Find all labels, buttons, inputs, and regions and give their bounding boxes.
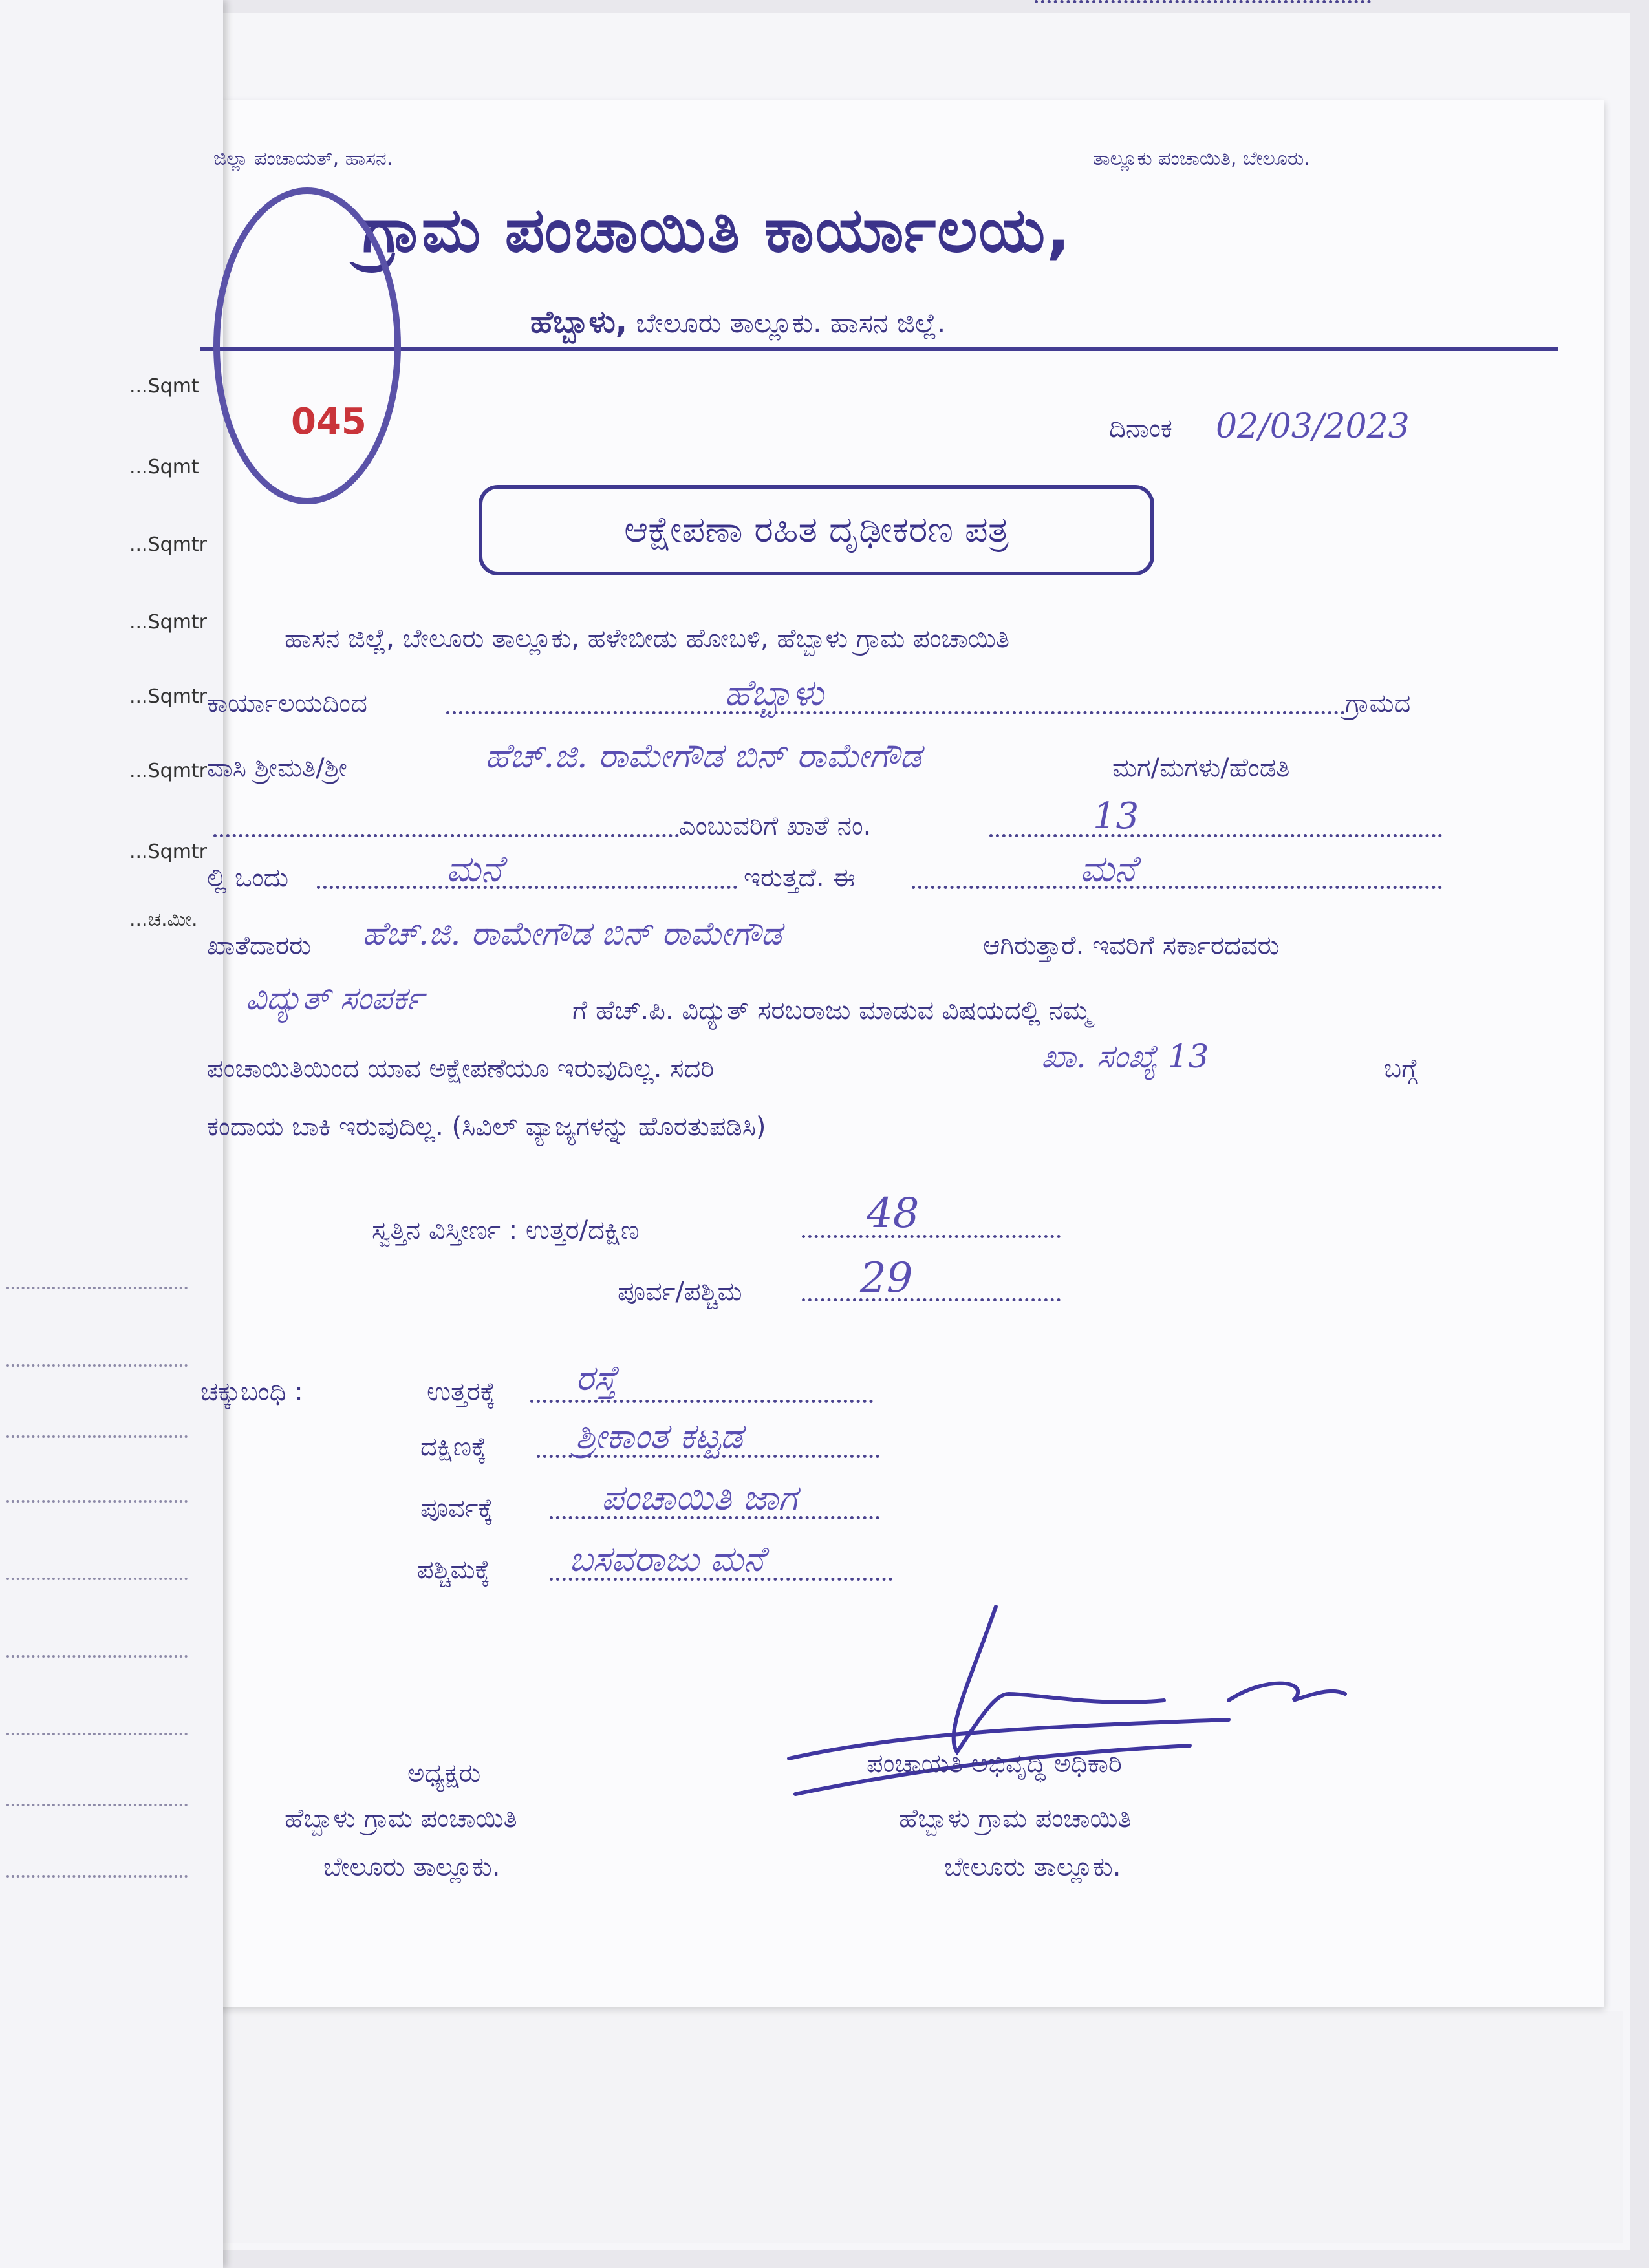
left-label: ...ಚ.ಮೀ.	[129, 908, 198, 931]
signature-mark	[776, 1603, 1371, 1823]
dimension-ew-label: ಪೂರ್ವ/ಪಶ್ಚಿಮ	[618, 1277, 742, 1307]
body-line-3-suffix: ಮಗ/ಮಗಳು/ಹೆಂಡತಿ	[1112, 753, 1290, 783]
left-label: ...Sqmt	[129, 456, 199, 478]
header-left-org: ಜಿಲ್ಲಾ ಪಂಚಾಯತ್, ಹಾಸನ.	[213, 147, 393, 170]
fill-line	[912, 886, 1442, 889]
body-line-9: ಕಂದಾಯ ಬಾಕಿ ಇರುವುದಿಲ್ಲ. (ಸಿವಿಲ್ ವ್ಯಾಜ್ಯಗಳನ್ನು ಹೊರತುಪಡಿಸಿ)	[207, 1112, 766, 1142]
body-line-1: ಹಾಸನ ಜಿಲ್ಲೆ, ಬೇಲೂರು ತಾಲ್ಲೂಕು, ಹಳೇಬೀಡು ಹೋಬಳಿ, ಹೆಬ್ಬಾಳು ಗ್ರಾಮ ಪಂಚಾಯಿತಿ	[285, 624, 1010, 654]
fill-line	[446, 711, 1345, 714]
left-label: ...Sqmtr	[129, 685, 208, 708]
body-line-5-prefix: ಲ್ಲಿ ಒಂದು	[207, 863, 289, 893]
left-label: ...Sqmtr	[129, 840, 208, 863]
office-seal	[213, 187, 401, 504]
left-label: ...Sqmtr	[129, 533, 208, 556]
village-name: ಹೆಬ್ಬಾಳು,	[530, 304, 627, 340]
owner-fill: ಹೆಚ್.ಜಿ. ರಾಮೇಗೌಡ ಬಿನ್ ರಾಮೇಗೌಡ	[485, 737, 921, 776]
office-subtitle	[530, 304, 945, 341]
header-right-org: ತಾಲ್ಲೂಕು ಪಂಚಾಯಿತಿ, ಬೇಲೂರು.	[1093, 147, 1310, 170]
boundaries-label: ಚಕ್ಕುಬಂಧಿ :	[200, 1377, 303, 1407]
date-value: 02/03/2023	[1216, 407, 1410, 446]
seal-number: 045	[291, 401, 367, 443]
fill-line	[213, 834, 679, 837]
date-label: ದಿನಾಂಕ	[1109, 414, 1172, 444]
body-line-2-prefix: ಕಾರ್ಯಾಲಯದಿಂದ	[207, 689, 367, 718]
fill-line	[1035, 0, 1371, 3]
connection-fill: ವಿದ್ಯುತ್ ಸಂಪರ್ಕ	[246, 979, 424, 1017]
left-label: ...Sqmt	[129, 375, 199, 398]
property-fill-2: ಮನೆ	[1080, 848, 1136, 890]
pdo-title: ಪಂಚಾಯತಿ ಅಭಿವೃದ್ಧಿ ಅಧಿಕಾರಿ	[867, 1749, 1122, 1779]
dimension-ew-value: 29	[860, 1254, 913, 1302]
body-line-6-suffix: ಆಗಿರುತ್ತಾರೆ. ಇವರಿಗೆ ಸರ್ಕಾರದವರು	[983, 931, 1280, 961]
header-rule	[200, 347, 1558, 351]
fill-line	[802, 1235, 1061, 1238]
dimension-ns-value: 48	[867, 1190, 920, 1237]
north-value: ರಸ್ತೆ	[576, 1358, 617, 1398]
holder-fill: ಹೆಚ್.ಜಿ. ರಾಮೇಗೌಡ ಬಿನ್ ರಾಮೇಗೌಡ	[362, 915, 782, 952]
body-line-2-suffix: ಗ್ರಾಮದ	[1345, 689, 1411, 718]
pdo-panchayat: ಹೆಬ್ಬಾಳು ಗ್ರಾಮ ಪಂಚಾಯಿತಿ	[899, 1804, 1132, 1834]
south-label: ದಕ್ಷಿಣಕ್ಕೆ	[420, 1432, 487, 1462]
west-value: ಬಸವರಾಜು ಮನೆ	[569, 1539, 764, 1579]
office-title: ಗ್ರಾಮ ಪಂಚಾಯಿತಿ ಕಾರ್ಯಾಲಯ,	[362, 194, 1072, 266]
fill-line	[530, 1400, 873, 1403]
taluk-district: ಬೇಲೂರು ತಾಲ್ಲೂಕು. ಹಾಸನ ಜಿಲ್ಲೆ.	[636, 307, 946, 339]
body-line-7-suffix: ಗೆ ಹೆಚ್.ಪಿ. ವಿದ್ಯುತ್ ಸರಬರಾಜು ಮಾಡುವ ವಿಷಯದಲ್ಲಿ ನಮ್ಮ	[572, 996, 1092, 1025]
west-label: ಪಶ್ಚಿಮಕ್ಕೆ	[417, 1555, 490, 1585]
north-label: ಉತ್ತರಕ್ಕೆ	[427, 1377, 496, 1407]
body-line-8-suffix: ಬಗ್ಗೆ	[1384, 1054, 1418, 1084]
east-label: ಪೂರ್ವಕ್ಕೆ	[420, 1493, 493, 1523]
fill-line	[802, 1298, 1061, 1301]
president-title: ಅಧ್ಯಕ್ಷರು	[407, 1759, 481, 1788]
fill-line	[989, 834, 1442, 837]
village-fill: ಹೆಬ್ಬಾಳು	[724, 672, 824, 714]
left-label: ...Sqmtr	[129, 611, 208, 634]
left-label: ...Sqmtr	[129, 760, 208, 782]
dimension-ns-label: ಸ್ವತ್ತಿನ ವಿಸ್ತೀರ್ಣ : ಉತ್ತರ/ದಕ್ಷಿಣ	[372, 1215, 640, 1245]
body-line-4-text: ಎಂಬುವರಿಗೆ ಖಾತೆ ನಂ.	[679, 811, 872, 841]
khata-ref-fill: ಖಾ. ಸಂಖ್ಯೆ 13	[1041, 1038, 1209, 1075]
body-line-5-mid: ಇರುತ್ತದೆ. ಈ	[744, 863, 856, 893]
body-line-3-prefix: ವಾಸಿ ಶ್ರೀಮತಿ/ಶ್ರೀ	[207, 753, 347, 783]
south-value: ಶ್ರೀಕಾಂತ ಕಟ್ಟಡ	[576, 1416, 743, 1457]
east-value: ಪಂಚಾಯಿತಿ ಜಾಗ	[601, 1477, 797, 1518]
body-line-8-text: ಪಂಚಾಯಿತಿಯಿಂದ ಯಾವ ಅಕ್ಷೇಪಣೆಯೂ ಇರುವುದಿಲ್ಲ. ಸದರಿ	[207, 1054, 715, 1084]
president-panchayat: ಹೆಬ್ಬಾಳು ಗ್ರಾಮ ಪಂಚಾಯಿತಿ	[285, 1804, 517, 1834]
property-fill-1: ಮನೆ	[446, 848, 502, 890]
fill-line	[317, 886, 737, 889]
pdo-taluk: ಬೇಲೂರು ತಾಲ್ಲೂಕು.	[944, 1852, 1121, 1882]
president-taluk: ಬೇಲೂರು ತಾಲ್ಲೂಕು.	[323, 1852, 501, 1882]
subject-box: ಆಕ್ಷೇಪಣಾ ರಹಿತ ದೃಢೀಕರಣ ಪತ್ರ	[479, 485, 1154, 575]
khata-number-fill: 13	[1093, 795, 1139, 837]
body-line-6-prefix: ಖಾತೆದಾರರು	[207, 931, 312, 961]
